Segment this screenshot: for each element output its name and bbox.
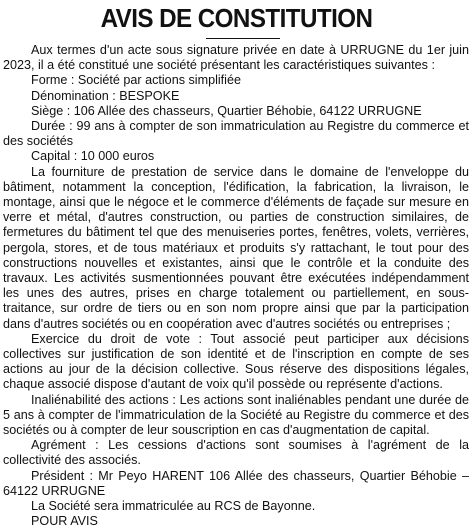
title-divider	[206, 38, 280, 39]
president-paragraph: Président : Mr Peyo HARENT 106 Allée des chasseurs, Quartier Béhobie – 64122 URRUGNE	[3, 468, 469, 498]
forme-line: Forme : Société par actions simplifiée	[31, 73, 241, 88]
capital-line: Capital : 10 000 euros	[31, 149, 155, 164]
inalienabilite-paragraph: Inaliénabilité des actions : Les actions sont inaliénables pendant une durée de 5 ans à compter de l'immatriculation de la Société au Registre du commerce et des sociétés ou à compter de leur souscription en cas d'augmentation de capital.	[3, 392, 469, 438]
objet-paragraph: La fourniture de prestation de service dans le domaine de l'enveloppe du bâtiment, notamment la conception, l'édification, la fabrication, la livraison, le montage, ainsi que le négoce et le commerce d'éléments de façade sur mesure en verre et métal, d'autres construction, ou parties de construction similaires, de fermetures du bâtiment tel que des menuiseries portes, fenêtres, volets, verrières, pergola, stores, et de tous matériaux et produits s'y rattachant, le tout pour des constructions nouvelles et existantes, ainsi que le contrôle et la conduite des travaux. Les activités susmentionnées pouvant être exécutées indépendamment les unes des autres, prises en charge totalement ou partiellement, en sous-traitance, sur ordre de tiers ou en son nom propre ainsi que par la participation dans d'autres sociétés ou en coopération avec d'autres sociétés ou entreprises ;	[3, 164, 469, 331]
intro-paragraph: Aux termes d'un acte sous signature privée en date à URRUGNE du 1er juin 2023, il a été constitué une société présentant les caractéristiques suivantes :	[3, 43, 469, 73]
duree-paragraph: Durée : 99 ans à compter de son immatriculation au Registre du commerce et des sociétés	[3, 119, 469, 149]
notice-body	[3, 43, 469, 530]
notice-title: AVIS DE CONSTITUTION	[100, 3, 373, 33]
droit-de-vote-paragraph: Exercice du droit de vote : Tout associé peut participer aux décisions collectives sur justification de son identité et de l'inscription en compte de ses actions au jour de la décision collective. Sous réserve des dispositions légales, chaque associé dispose d'autant de voix qu'il possède ou représente d'actions.	[3, 331, 469, 392]
pour-avis-line: POUR AVIS	[31, 514, 98, 529]
denomination-line: Dénomination : BESPOKE	[31, 88, 180, 103]
siege-line: Siège : 106 Allée des chasseurs, Quartier Béhobie, 64122 URRUGNE	[31, 103, 422, 118]
agrement-paragraph: Agrément : Les cessions d'actions sont soumises à l'agrément de la collectivité des associés.	[3, 438, 469, 468]
rcs-line: La Société sera immatriculée au RCS de Bayonne.	[31, 499, 316, 514]
